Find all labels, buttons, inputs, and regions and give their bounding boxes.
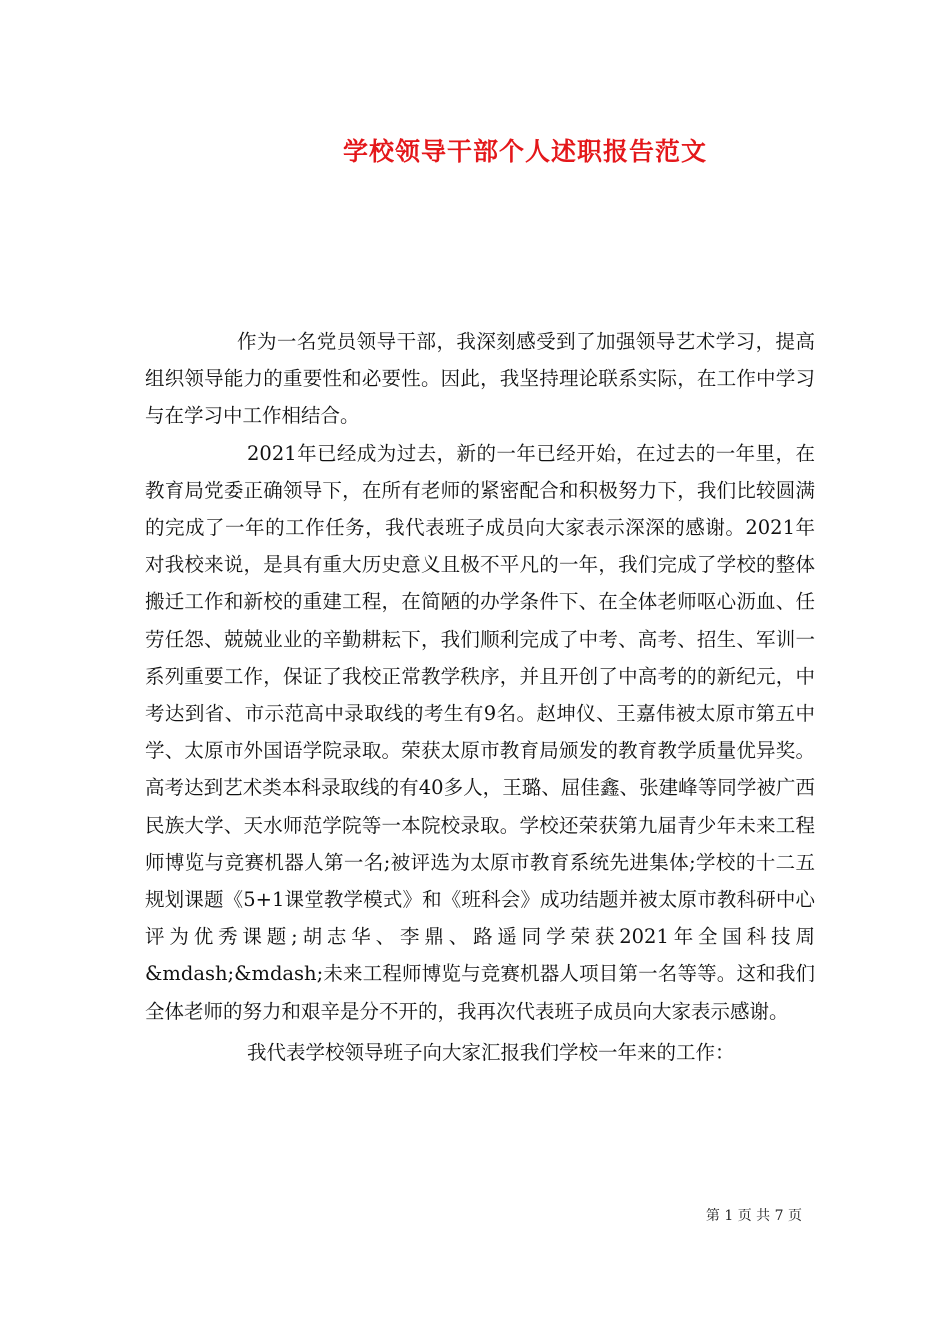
paragraph-report-lead: 我代表学校领导班子向大家汇报我们学校一年来的工作： <box>247 1040 735 1064</box>
paragraph-review: 2021年已经成为过去，新的一年已经开始，在过去的一年里，在教育局党委正确领导下，在所有老师的紧密配合和积极努力下，我们比较圆满的完成了一年的工作任务，我代表班子成员向大家表示深深的感谢。2021年对我校来说，是具有重大历史意义且极不平凡的一年，我们完成了学校的整体搬迁工作和新校的重建工程，在简陋的办学条件下、在全体老师呕心沥血、任劳任怨、兢兢业业的辛勤耕耘下，我们顺利完成了中考、高考、招生、军训一系列重要工作，保证了我校正常教学秩序，并且开创了中高考的的新纪元，中考达到省、市示范高中录取线的考生有9名。赵坤仪、王嘉伟被太原市第五中学、太原市外国语学院录取。荣获太原市教育局颁发的教育教学质量优异奖。高考达到艺术类本科录取线的有40多人，王璐、屈佳鑫、张建峰等同学被广西民族大学、天水师范学院等一本院校录取。学校还荣获第九届青少年未来工程师博览与竞赛机器人第一名;被评选为太原市教育系统先进集体;学校的十二五规划课题《5+1课堂教学模式》和《班科会》成功结题并被太原市教科研中心评为优秀课题;胡志华、李鼎、路遥同学荣获2021年全国科技周&mdash;&mdash;未来工程师博览与竞赛机器人项目第一名等等。这和我们全体老师的努力和艰辛是分不开的，我再次代表班子成员向大家表示感谢。 <box>145 441 815 1023</box>
page-number: 第 1 页 共 7 页 <box>705 1208 802 1224</box>
paragraph-intro: 作为一名党员领导干部，我深刻感受到了加强领导艺术学习，提高组织领导能力的重要性和必要性。因此，我坚持理论联系实际，在工作中学习与在学习中工作相结合。 <box>145 330 815 428</box>
document-title: 学校领导干部个人述职报告范文 <box>342 137 707 166</box>
document-body <box>145 323 815 1071</box>
